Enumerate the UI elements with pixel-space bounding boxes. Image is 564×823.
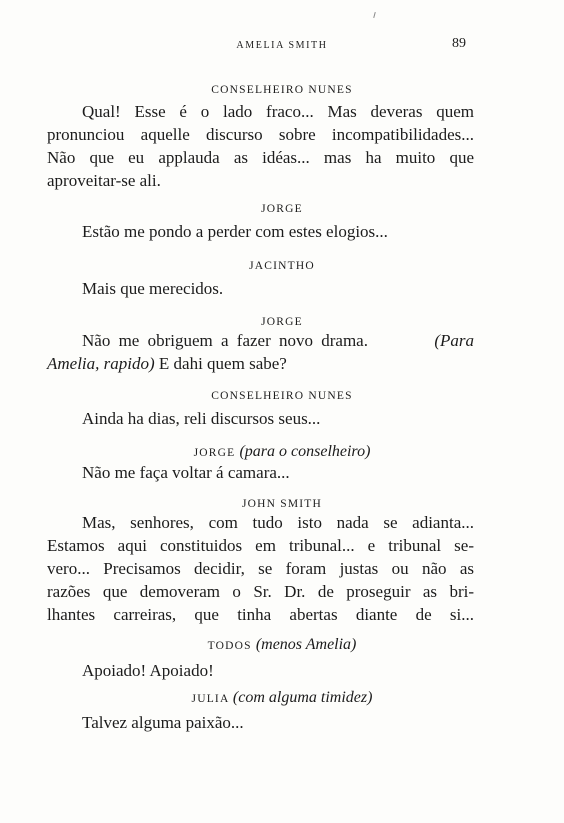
- speaker-name: JACINTHO: [249, 260, 315, 272]
- stage-direction: (Para: [434, 331, 474, 350]
- dialogue-line-row: [47, 354, 287, 374]
- speaker-name: JORGE: [261, 316, 303, 328]
- page-mark: [373, 12, 376, 18]
- dialogue-line-row: [82, 331, 474, 351]
- dialogue-line: razões que demoveram o Sr. Dr. de proseguir as bri-: [47, 582, 474, 601]
- running-title: AMELIA SMITH: [236, 40, 328, 51]
- speaker-name: JULIA: [191, 693, 229, 705]
- dialogue-line: Não que eu applauda as idéas... mas ha muito que: [47, 148, 474, 167]
- stage-direction: Amelia, rapido): [47, 354, 155, 373]
- speaker-heading: [0, 689, 564, 707]
- speaker-name: CONSELHEIRO NUNES: [211, 390, 353, 402]
- dialogue-line: Mais que merecidos.: [82, 279, 224, 298]
- speaker-heading: [0, 636, 564, 654]
- dialogue-line: vero... Precisamos decidir, se foram justas ou não as: [47, 559, 474, 578]
- speaker-heading: [0, 443, 564, 461]
- dialogue-line: Ainda ha dias, reli discursos seus...: [82, 409, 321, 428]
- stage-direction: (para o conselheiro): [239, 443, 371, 460]
- dialogue-line: Qual! Esse é o lado fraco... Mas deveras quem: [82, 102, 474, 121]
- dialogue-line: lhantes carreiras, que tinha abertas diante de si...: [47, 605, 474, 624]
- page-number: 89: [452, 36, 466, 51]
- dialogue-line: E dahi quem sabe?: [158, 354, 287, 373]
- speaker-name: TODOS: [207, 640, 252, 652]
- stage-direction: (menos Amelia): [255, 636, 357, 653]
- dialogue-line: Estamos aqui constituidos em tribunal... e tribunal se-: [47, 536, 474, 555]
- dialogue-line: Apoiado! Apoiado!: [82, 661, 214, 680]
- stage-direction: (com alguma timidez): [232, 689, 373, 706]
- speaker-name: JOHN SMITH: [241, 498, 323, 510]
- dialogue-line: aproveitar-se ali.: [47, 171, 161, 190]
- dialogue-line: Mas, senhores, com tudo isto nada se adianta...: [82, 513, 474, 532]
- speaker-name: JORGE: [261, 203, 303, 215]
- dialogue-line: Não me obriguem a fazer novo drama.: [82, 331, 368, 350]
- dialogue-line: pronunciou aquelle discurso sobre incompatibilidades...: [47, 125, 474, 144]
- dialogue-line: Talvez alguma paixão...: [82, 713, 244, 732]
- dialogue-line: Não me faça voltar á camara...: [82, 463, 290, 482]
- speaker-name: JORGE: [193, 447, 236, 459]
- dialogue-line: Estão me pondo a perder com estes elogios...: [82, 222, 388, 241]
- speaker-name: CONSELHEIRO NUNES: [211, 84, 353, 96]
